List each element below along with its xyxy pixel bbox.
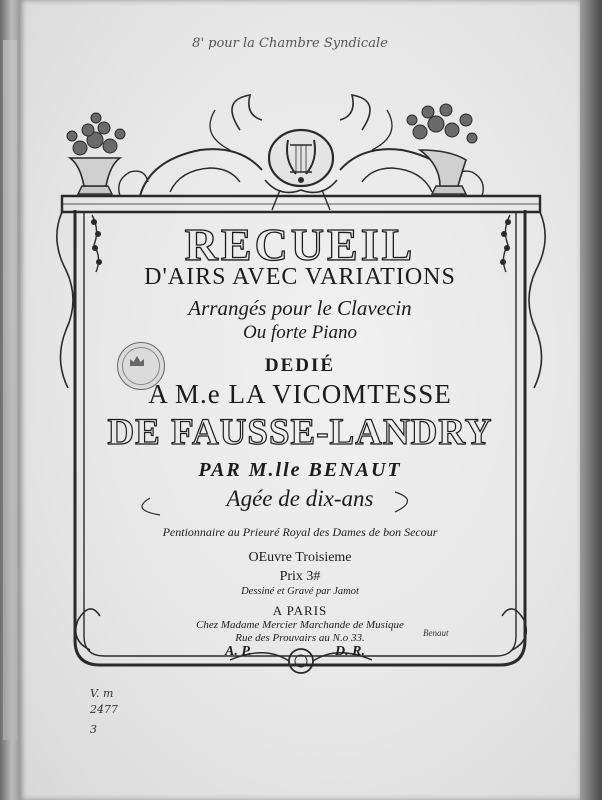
title-recueil: RECUEIL	[184, 219, 416, 270]
shelfmark-line2: 2477	[90, 703, 118, 716]
publisher-address: Rue des Prouvairs au N.o 33.	[235, 632, 365, 644]
handwritten-annotation: 8' pour la Chambre Syndicale	[192, 36, 388, 51]
title-piano: Ou forte Piano	[243, 322, 357, 343]
dedication-name: DE FAUSSE-LANDRY	[107, 412, 493, 453]
dedication-vicomtesse: A M.e LA VICOMTESSE	[148, 379, 452, 409]
cornucopia-icon	[407, 104, 477, 194]
privilege-ap: A. P.	[225, 644, 252, 659]
title-arranges: Arrangés pour le Clavecin	[188, 296, 412, 320]
publisher-name: Chez Madame Mercier Marchande de Musique	[196, 619, 404, 631]
title-airs: D'AIRS AVEC VARIATIONS	[144, 264, 456, 290]
dedication-dedie: DEDIÉ	[264, 355, 336, 376]
engraver-credit: Dessiné et Gravé par Jamot	[241, 586, 359, 597]
shelfmark-line3: 3	[90, 723, 97, 736]
price: Prix 3#	[279, 569, 321, 584]
author-name: PAR M.lle BENAUT	[198, 459, 402, 481]
opus-number: OEuvre Troisieme	[248, 550, 352, 565]
publisher-city: A PARIS	[272, 603, 328, 618]
author-signature: Benaut	[423, 628, 449, 638]
shelfmark-line1: V. m	[90, 687, 114, 700]
author-age: Agée de dix-ans	[226, 486, 374, 511]
flower-urn-icon	[67, 113, 125, 194]
lyre-icon	[269, 130, 333, 186]
author-pension: Pentionnaire au Prieuré Royal des Dames de bon Secour	[162, 525, 438, 539]
privilege-dr: D. R.	[335, 644, 365, 659]
